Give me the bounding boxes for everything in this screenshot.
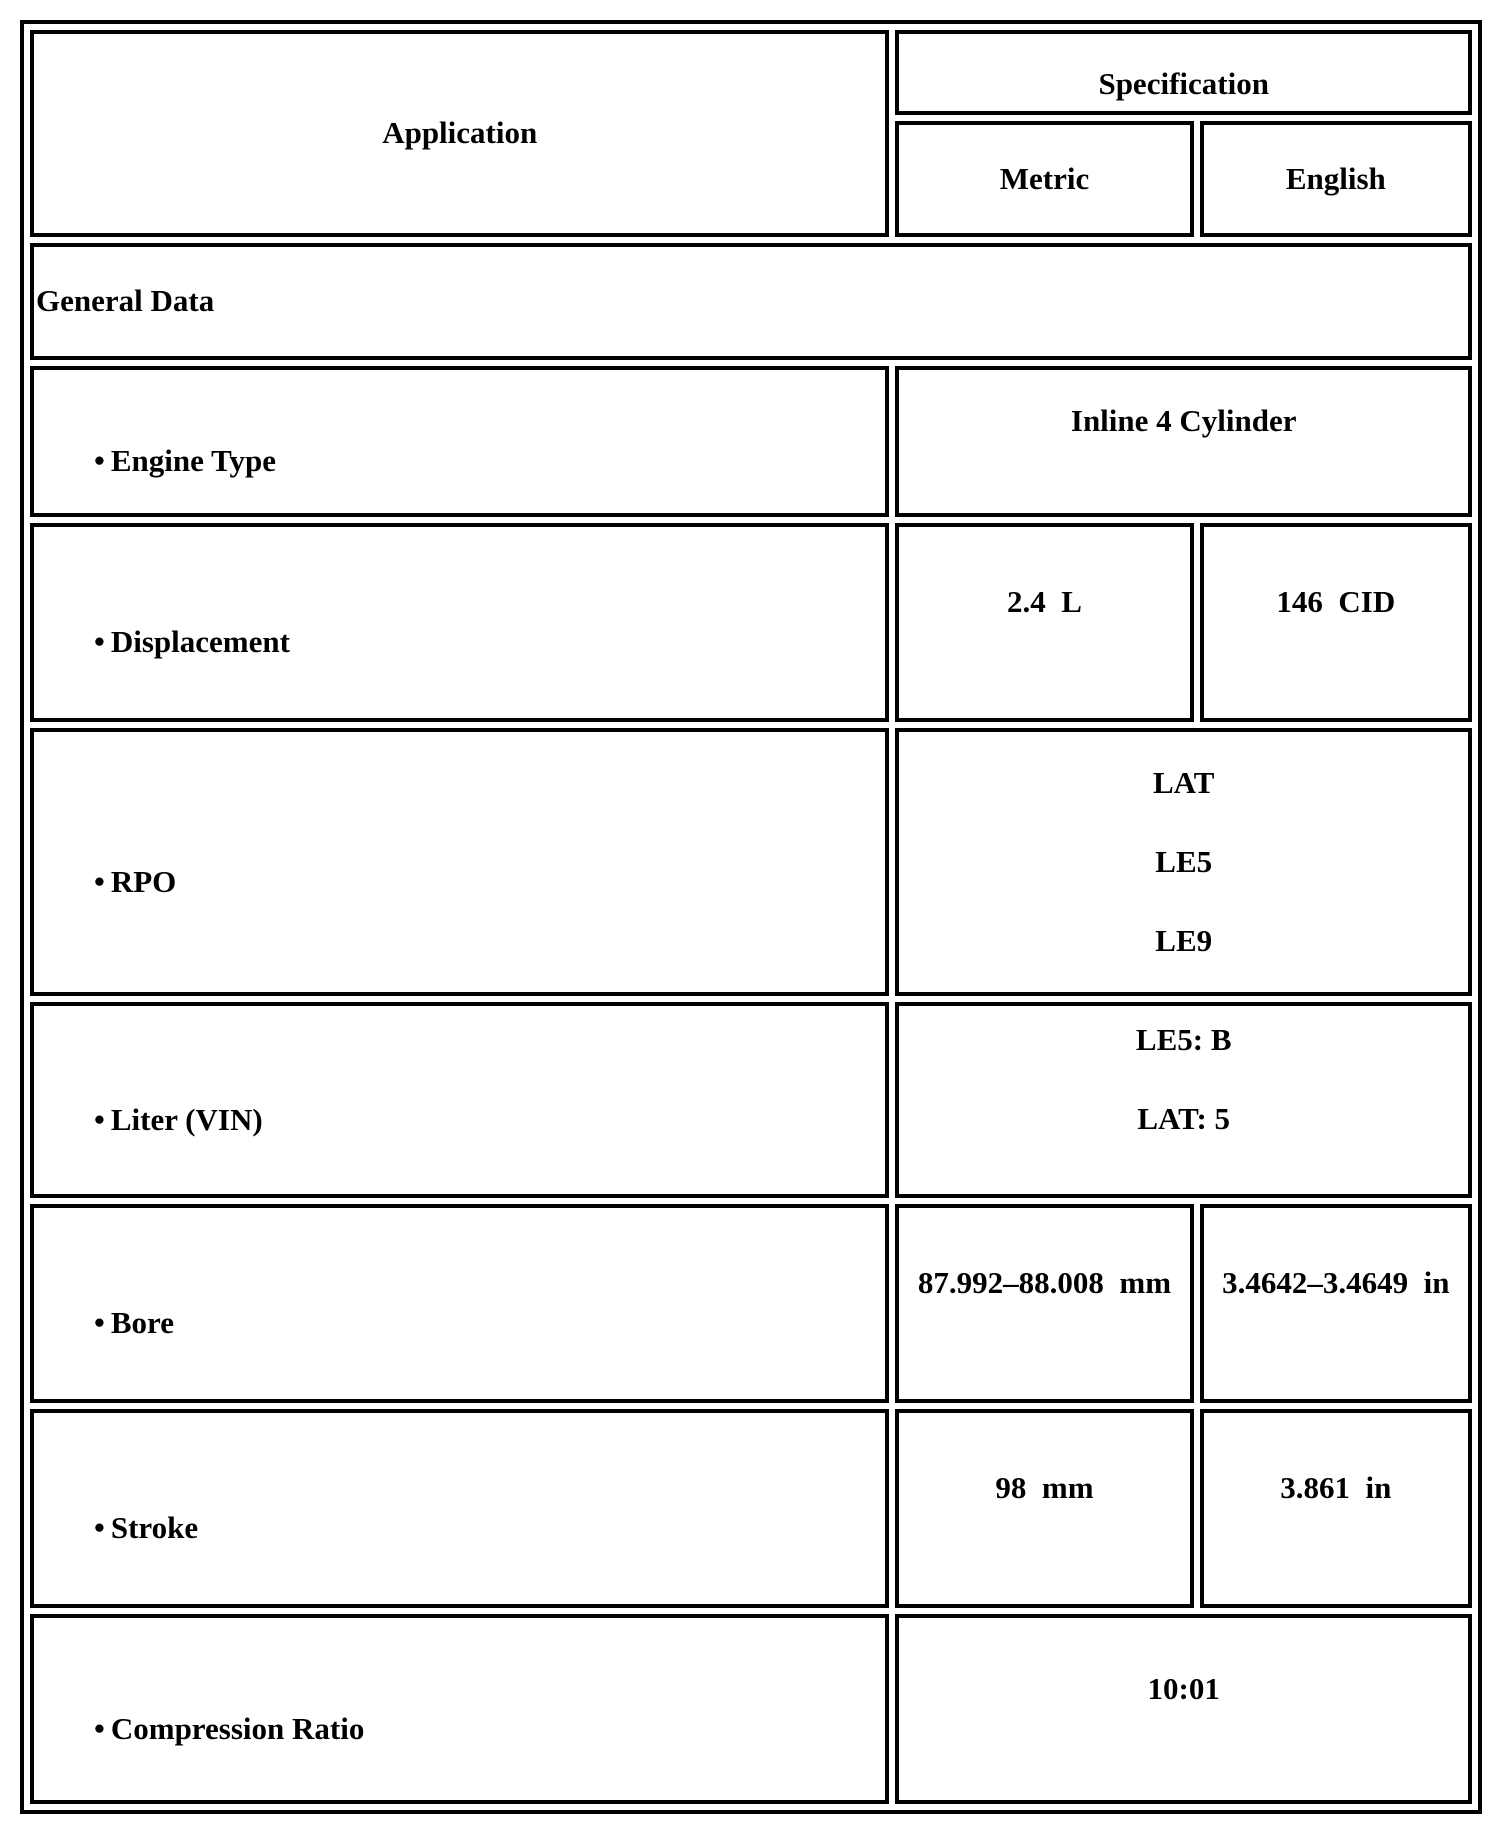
- displacement-label: • Displacement: [30, 523, 889, 722]
- bore-metric: 87.992–88.008 mm: [895, 1204, 1193, 1403]
- bullet-icon: •: [94, 1710, 105, 1746]
- table-row: [30, 728, 1472, 996]
- liter-vin-value: LE5: B: [1135, 1022, 1232, 1058]
- rpo-value: LE9: [1155, 922, 1213, 958]
- liter-vin-values: [895, 1002, 1472, 1198]
- rpo-label: • RPO: [30, 728, 889, 996]
- application-header: Application: [30, 30, 889, 237]
- table-row: [30, 1409, 1472, 1608]
- table-row: [30, 1614, 1472, 1804]
- table-row: [30, 1002, 1472, 1198]
- compression-ratio-label: • Compression Ratio: [30, 1614, 889, 1804]
- bullet-icon: •: [94, 1305, 105, 1341]
- general-data-heading: General Data: [30, 243, 1472, 359]
- bore-english: 3.4642–3.4649 in: [1200, 1204, 1472, 1403]
- bore-label: • Bore: [30, 1204, 889, 1403]
- stroke-english: 3.861 in: [1200, 1409, 1472, 1608]
- table-row: [30, 366, 1472, 518]
- header-row: [30, 30, 1472, 115]
- compression-ratio-value: 10:01: [895, 1614, 1472, 1804]
- stroke-metric: 98 mm: [895, 1409, 1193, 1608]
- english-header: English: [1200, 121, 1472, 237]
- displacement-metric: 2.4 L: [895, 523, 1193, 722]
- metric-header: Metric: [895, 121, 1193, 237]
- liter-vin-label: • Liter (VIN): [30, 1002, 889, 1198]
- section-row: [30, 243, 1472, 359]
- stroke-label: • Stroke: [30, 1409, 889, 1608]
- table-row: [30, 523, 1472, 722]
- bullet-icon: •: [94, 1101, 105, 1137]
- rpo-value: LAT: [1152, 765, 1215, 801]
- rpo-values: [895, 728, 1472, 996]
- displacement-english: 146 CID: [1200, 523, 1472, 722]
- specification-header: Specification: [895, 30, 1472, 115]
- rpo-value: LE5: [1155, 843, 1213, 879]
- table-row: [30, 1204, 1472, 1403]
- engine-type-label: • Engine Type: [30, 366, 889, 518]
- bullet-icon: •: [94, 443, 105, 479]
- engine-type-value: Inline 4 Cylinder: [895, 366, 1472, 518]
- bullet-icon: •: [94, 1510, 105, 1546]
- bullet-icon: •: [94, 624, 105, 660]
- liter-vin-value: LAT: 5: [1137, 1101, 1231, 1137]
- bullet-icon: •: [94, 863, 105, 899]
- engine-spec-table: [20, 20, 1482, 1814]
